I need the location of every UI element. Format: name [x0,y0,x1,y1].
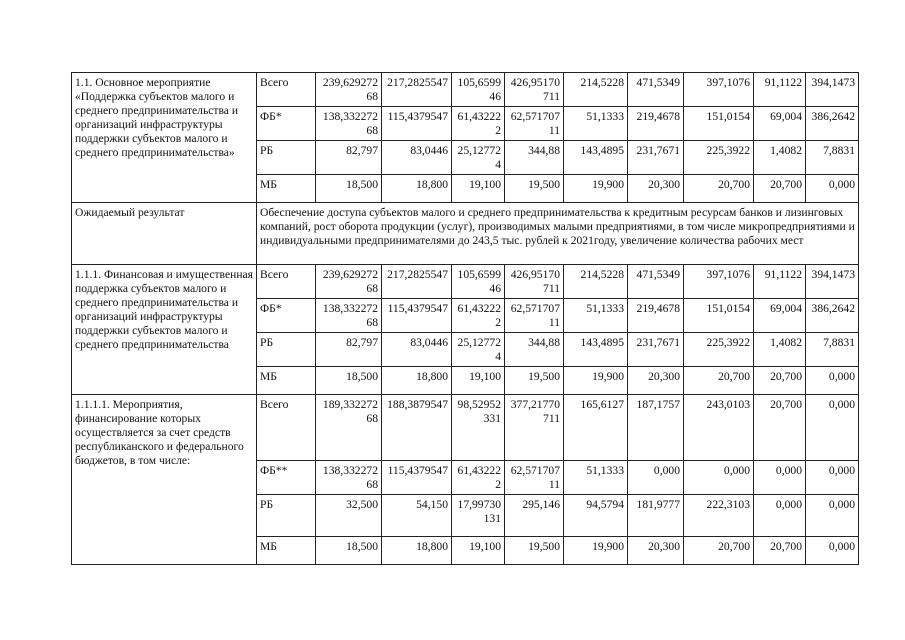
funding-source: ФБ* [257,299,316,333]
value-cell: 20,300 [628,367,684,395]
value-cell: 19,500 [505,175,564,203]
value-cell: 18,800 [382,367,452,395]
value-cell: 219,4678 [628,299,684,333]
value-cell: 18,800 [382,175,452,203]
value-cell: 217,2825547 [382,73,452,107]
value-cell: 239,62927268 [316,265,382,299]
funding-source: Всего [257,395,316,461]
value-cell: 231,7671 [628,333,684,367]
value-cell: 188,3879547 [382,395,452,461]
value-cell: 151,0154 [684,107,754,141]
value-cell: 17,99730131 [452,495,505,537]
value-cell: 426,95170711 [505,265,564,299]
value-cell: 7,8831 [806,141,859,175]
value-cell: 0,000 [806,175,859,203]
value-cell: 243,0103 [684,395,754,461]
section-title: 1.1.1.1. Мероприятия, финансирование которых осуществляется за счет средств республиканского и федерального бюджетов, в том числе: [72,395,257,565]
funding-source: ФБ* [257,107,316,141]
value-cell: 214,5228 [564,73,628,107]
budget-table [71,72,859,565]
value-cell: 0,000 [628,461,684,495]
expected-result-text: Обеспечение доступа субъектов малого и среднего предпринимательства к кредитным ресурсам банков и лизинговых компаний, рост оборота продукции (услуг), производимых малыми предприятиями, в том числе микропредприятиями и индивидуальными предпринимателями до 243,5 тыс. рублей к 2021году, увеличение количества рабочих мест [257,203,859,265]
value-cell: 0,000 [806,461,859,495]
value-cell: 386,2642 [806,299,859,333]
value-cell: 19,500 [505,537,564,565]
value-cell: 19,900 [564,537,628,565]
value-cell: 18,500 [316,175,382,203]
value-cell: 0,000 [754,495,806,537]
value-cell: 19,100 [452,175,505,203]
value-cell: 105,659946 [452,265,505,299]
value-cell: 397,1076 [684,73,754,107]
value-cell: 377,21770711 [505,395,564,461]
funding-source: РБ [257,333,316,367]
value-cell: 187,1757 [628,395,684,461]
value-cell: 189,33227268 [316,395,382,461]
value-cell: 7,8831 [806,333,859,367]
funding-source: Всего [257,73,316,107]
value-cell: 20,700 [754,175,806,203]
table-row [72,265,859,299]
value-cell: 344,88 [505,333,564,367]
value-cell: 165,6127 [564,395,628,461]
value-cell: 20,700 [684,537,754,565]
value-cell: 344,88 [505,141,564,175]
value-cell: 0,000 [806,395,859,461]
value-cell: 295,146 [505,495,564,537]
value-cell: 20,700 [754,395,806,461]
value-cell: 19,100 [452,367,505,395]
value-cell: 20,700 [684,175,754,203]
value-cell: 239,62927268 [316,73,382,107]
value-cell: 0,000 [684,461,754,495]
value-cell: 1,4082 [754,333,806,367]
value-cell: 62,57170711 [505,299,564,333]
funding-source: ФБ** [257,461,316,495]
value-cell: 20,300 [628,537,684,565]
value-cell: 386,2642 [806,107,859,141]
value-cell: 98,52952331 [452,395,505,461]
value-cell: 19,900 [564,175,628,203]
value-cell: 91,1122 [754,265,806,299]
value-cell: 61,432222 [452,461,505,495]
value-cell: 115,4379547 [382,461,452,495]
value-cell: 214,5228 [564,265,628,299]
value-cell: 143,4895 [564,333,628,367]
value-cell: 138,33227268 [316,107,382,141]
value-cell: 151,0154 [684,299,754,333]
value-cell: 61,432222 [452,299,505,333]
value-cell: 1,4082 [754,141,806,175]
value-cell: 82,797 [316,333,382,367]
value-cell: 82,797 [316,141,382,175]
value-cell: 18,500 [316,537,382,565]
value-cell: 62,57170711 [505,107,564,141]
value-cell: 91,1122 [754,73,806,107]
table-row [72,395,859,461]
value-cell: 138,33227268 [316,299,382,333]
value-cell: 51,1333 [564,461,628,495]
value-cell: 181,9777 [628,495,684,537]
value-cell: 19,500 [505,367,564,395]
funding-source: РБ [257,495,316,537]
value-cell: 219,4678 [628,107,684,141]
value-cell: 20,700 [754,537,806,565]
value-cell: 19,900 [564,367,628,395]
value-cell: 69,004 [754,107,806,141]
section-title: 1.1. Основное мероприятие «Поддержка субъектов малого и среднего предпринимательства и организаций инфраструктуры поддержки субъектов малого и среднего предпринимательства» [72,73,257,203]
value-cell: 0,000 [806,367,859,395]
value-cell: 394,1473 [806,73,859,107]
value-cell: 138,33227268 [316,461,382,495]
value-cell: 25,127724 [452,333,505,367]
value-cell: 20,300 [628,175,684,203]
value-cell: 19,100 [452,537,505,565]
value-cell: 115,4379547 [382,107,452,141]
value-cell: 18,800 [382,537,452,565]
funding-source: РБ [257,141,316,175]
expected-result-label: Ожидаемый результат [72,203,257,265]
value-cell: 62,57170711 [505,461,564,495]
value-cell: 51,1333 [564,107,628,141]
value-cell: 61,432222 [452,107,505,141]
section-title: 1.1.1. Финансовая и имущественная поддержка субъектов малого и среднего предпринимательства и организаций инфраструктуры поддержки субъектов малого и среднего предпринимательства [72,265,257,395]
value-cell: 94,5794 [564,495,628,537]
value-cell: 18,500 [316,367,382,395]
expected-result-row [72,203,859,265]
value-cell: 471,5349 [628,73,684,107]
value-cell: 25,127724 [452,141,505,175]
funding-source: МБ [257,175,316,203]
value-cell: 231,7671 [628,141,684,175]
value-cell: 0,000 [754,461,806,495]
value-cell: 20,700 [754,367,806,395]
value-cell: 225,3922 [684,333,754,367]
value-cell: 143,4895 [564,141,628,175]
value-cell: 426,95170711 [505,73,564,107]
value-cell: 20,700 [684,367,754,395]
value-cell: 0,000 [806,537,859,565]
value-cell: 217,2825547 [382,265,452,299]
value-cell: 32,500 [316,495,382,537]
value-cell: 471,5349 [628,265,684,299]
value-cell: 394,1473 [806,265,859,299]
value-cell: 0,000 [806,495,859,537]
value-cell: 225,3922 [684,141,754,175]
funding-source: МБ [257,537,316,565]
funding-source: Всего [257,265,316,299]
value-cell: 83,0446 [382,141,452,175]
value-cell: 54,150 [382,495,452,537]
funding-source: МБ [257,367,316,395]
value-cell: 69,004 [754,299,806,333]
value-cell: 115,4379547 [382,299,452,333]
value-cell: 222,3103 [684,495,754,537]
value-cell: 397,1076 [684,265,754,299]
value-cell: 51,1333 [564,299,628,333]
value-cell: 83,0446 [382,333,452,367]
table-row [72,73,859,107]
value-cell: 105,659946 [452,73,505,107]
